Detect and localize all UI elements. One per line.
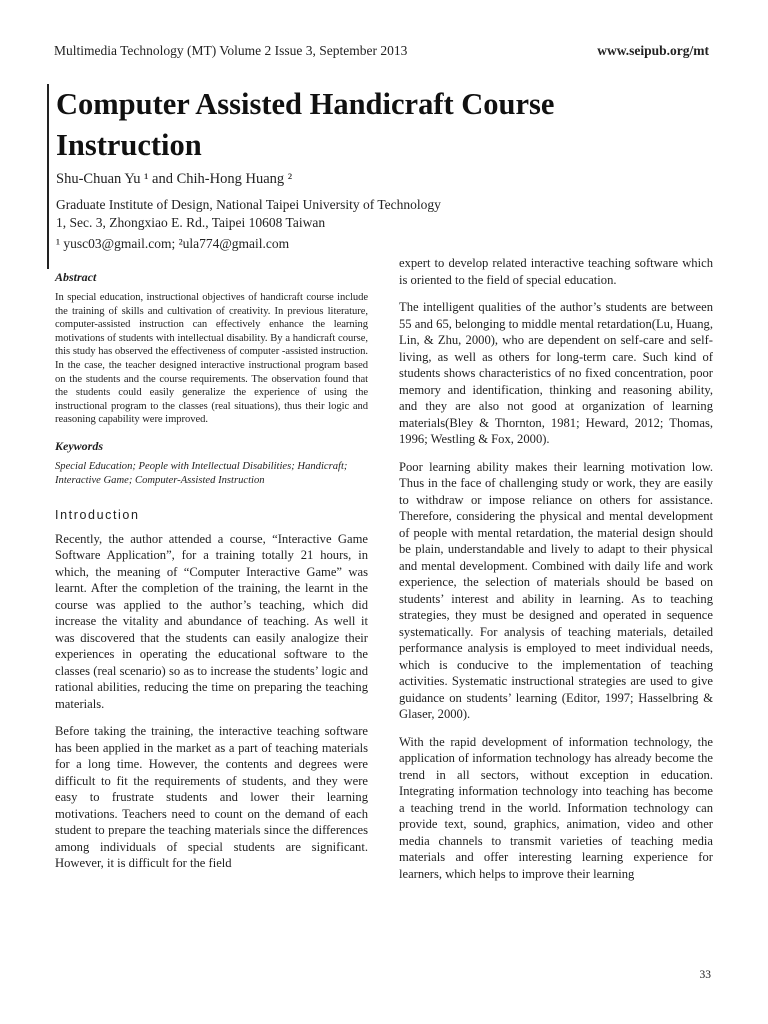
right-paragraph-3: Poor learning ability makes their learning motivation low. Thus in the face of challenging study or work, they are easily to withdraw or impose reliance on others for assistance. Therefore, considering the physical and mental development of people with mental retardation, the material design should be plain, understandable and lively to adapt to their physical and mental development. Combined with daily life and work experience, the selection of materials should be based on students’ interest and ability in learning. As to teaching strategies, they must be designed and operated in sequence systematically. For analysis of teaching materials, detailed performance analysis is employed to meet individual needs, which is conducive to the implementation of teaching activities. Systematic instructional strategies are used to give guidance on students’ learning (Editor, 1997; Hasselbring & Glaser, 2000). <box>399 459 713 721</box>
author-emails: ¹ yusc03@gmail.com; ²ula774@gmail.com <box>56 236 290 251</box>
right-paragraph-2: The intelligent qualities of the author’s students are between 55 and 65, belonging to middle mental retardation(Lu, Huang, Lin, & Zhu, 2000), who are dependent on self-care and self-living, as well as others for long-term care. Such kind of students shows characteristics of no fixed concentration, poor memory and identification, thinking and reasoning ability, and they are also not good at organization of learning materials(Bley & Thornton, 1981; Heward, 2012; Thomas, 1996; Westling & Fox, 2000). <box>399 300 713 446</box>
title-block <box>47 84 736 269</box>
page-number: 33 <box>699 969 711 981</box>
intro-paragraph-1: Recently, the author attended a course, “Interactive Game Software Application”, for a training totally 21 hours, in which, the meaning of “Computer Interactive Game” was learnt. After the completion of the training, the learnt in the course was applied to the author’s teaching, which did increase the vitality and abundance of teaching. As well it was discovered that the students can easily analogize their experiences in operating the educational software to the classes (real scenario) so as to increase the students’ logic and rational abilities, reducing the time on preparing the teaching materials. <box>55 531 368 711</box>
keywords-heading: Keywords <box>55 438 103 453</box>
journal-header: Multimedia Technology (MT) Volume 2 Issue 3, September 2013 <box>54 43 408 58</box>
keywords-text: Special Education; People with Intellectual Disabilities; Handicraft; Interactive Game; Computer-Assisted Instruction <box>55 460 348 486</box>
paper-title-line1: Computer Assisted Handicraft Course <box>56 87 555 121</box>
right-paragraph-4: With the rapid development of information technology, the application of information technology has already become the trend in all sectors, without exception in education. Integrating information technology into teaching has become a teaching trend in the world. Information technology can provide text, sound, graphics, animation, video and other media channels to transmit varieties of teaching media materials and offer interesting learning experience for learners, which helps to improve their learning <box>399 734 713 881</box>
introduction-heading: Introduction <box>55 507 140 522</box>
paper-title <box>56 84 736 166</box>
authors: Shu-Chuan Yu ¹ and Chih-Hong Huang ² <box>56 171 293 187</box>
affiliation-line2: 1, Sec. 3, Zhongxiao E. Rd., Taipei 10608 Taiwan <box>56 215 326 230</box>
right-column <box>399 255 713 893</box>
affiliation-line1: Graduate Institute of Design, National Taipei University of Technology <box>56 197 441 212</box>
journal-url[interactable]: www.seipub.org/mt <box>597 43 709 58</box>
abstract-heading: Abstract <box>55 270 97 284</box>
left-column <box>55 270 368 883</box>
paper-title-line2: Instruction <box>56 128 202 162</box>
right-paragraph-1: expert to develop related interactive teaching software which is oriented to the field of special education. <box>399 256 713 287</box>
affiliation <box>56 196 736 232</box>
abstract-text: In special education, instructional objectives of handicraft course include the training of skills and cultivation of creativity. In previous literature, computer-assisted instruction can effectively enhance the learning motivations of students with intellectual disability. By a handicraft course, this study has observed the effectiveness of computer -assisted instruction. In the case, the teacher designed interactive instructional program based on the students and the course requirements. The observation found that the students could easily generalize the experience of using the instructional program to the classes (real situations), thus their logic and reasoning capability were improved. <box>55 292 368 426</box>
intro-paragraph-2: Before taking the training, the interactive teaching software has been applied in the market as a part of teaching materials for a long time. However, the contents and degrees were difficult to fit the requirements of students, and they were easy to frustrate students and lower their learning motivations. Teachers need to count on the demand of each student to prepare the teaching materials since the differences among individuals of special students are significant. However, it is difficult for the field <box>55 724 368 871</box>
